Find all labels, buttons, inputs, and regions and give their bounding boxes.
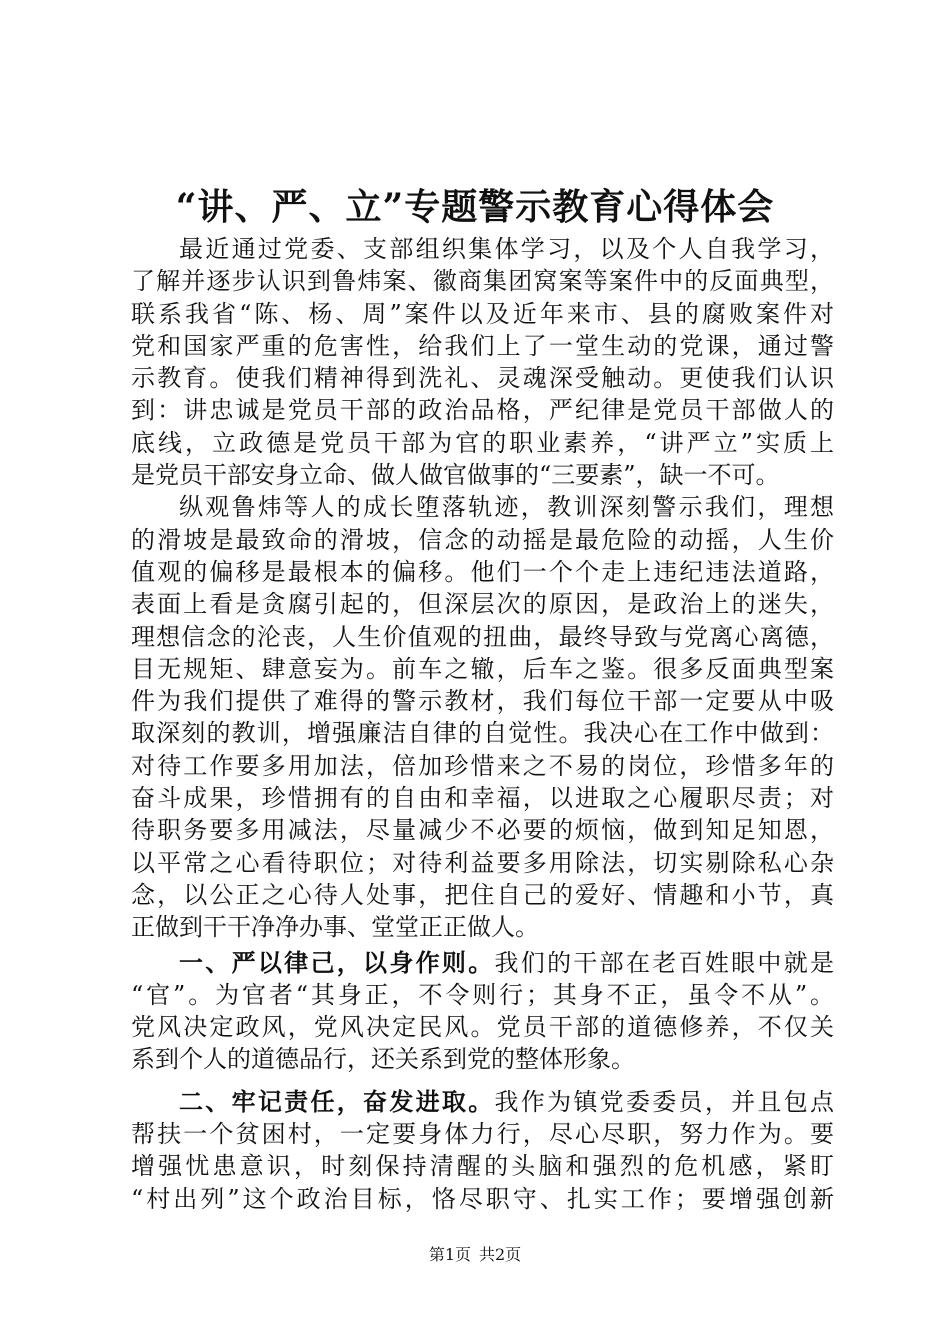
paragraph-reflection — [131, 491, 834, 943]
paragraph-intro — [131, 233, 834, 491]
text-line: “官”。为官者“其身正，不令则行；其身不正，虽令不从”。 — [131, 980, 834, 1009]
section-heading: 一、严以律己，以身作则。 — [179, 947, 495, 977]
text-line: 联系我省“陈、杨、周”案件以及近年来市、县的腐败案件对 — [131, 299, 834, 328]
text-line: 目无规矩、肆意妄为。前车之辙，后车之鉴。很多反面典型案 — [131, 654, 834, 683]
text-line: 的滑坡是最致命的滑坡，信念的动摇是最危险的动摇，人生价 — [131, 525, 834, 554]
paragraph-section-one — [131, 947, 834, 1076]
text-line: 念，以公正之心待人处事，把住自己的爱好、情趣和小节，真 — [131, 880, 834, 909]
text-line — [131, 947, 834, 979]
text-line: 底线，立政德是党员干部为官的职业素养，“讲严立”实质上 — [131, 428, 834, 457]
text-line: 取深刻的教训，增强廉洁自律的自觉性。我决心在工作中做到： — [131, 719, 834, 748]
page-total: 共2页 — [479, 1245, 522, 1264]
section-heading: 二、牢记责任，奋发进取。 — [179, 1086, 495, 1116]
text-line: 党和国家严重的危害性，给我们上了一堂生动的党课，通过警 — [131, 331, 834, 360]
text-line: 奋斗成果，珍惜拥有的自由和幸福，以进取之心履职尽责；对 — [131, 784, 834, 813]
text-line — [131, 1086, 834, 1118]
paragraph-section-two — [131, 1086, 834, 1215]
text-line: 以平常之心看待职位；对待利益要多用除法，切实剔除私心杂 — [131, 848, 834, 877]
document-title: “讲、严、立”专题警示教育心得体会 — [175, 186, 775, 228]
text-line: 示教育。使我们精神得到洗礼、灵魂深受触动。更使我们认识 — [131, 364, 834, 393]
text-line: 增强忧患意识，时刻保持清醒的头脑和强烈的危机感，紧盯 — [131, 1152, 834, 1181]
text-line: 正做到干干净净办事、堂堂正正做人。 — [131, 913, 539, 942]
section-lead-text: 我们的干部在老百姓眼中就是 — [494, 948, 834, 977]
text-line: 纵观鲁炜等人的成长堕落轨迹，教训深刻警示我们，理想 — [179, 493, 834, 522]
text-line: 到：讲忠诚是党员干部的政治品格，严纪律是党员干部做人的 — [131, 396, 834, 425]
text-line: 党风决定政风，党风决定民风。党员干部的道德修养，不仅关 — [131, 1013, 834, 1042]
text-line: 系到个人的道德品行，还关系到党的整体形象。 — [131, 1045, 635, 1074]
text-line: 最近通过党委、支部组织集体学习，以及个人自我学习， — [179, 235, 834, 263]
document-body — [131, 233, 834, 1215]
text-line: 对待工作要多用加法，倍加珍惜来之不易的岗位，珍惜多年的 — [131, 751, 834, 780]
text-line: 值观的偏移是最根本的偏移。他们一个个走上违纪违法道路， — [131, 557, 834, 586]
text-line: 帮扶一个贫困村，一定要身体力行，尽心尽职，努力作为。要 — [131, 1120, 834, 1149]
paragraph-spacer — [131, 1076, 834, 1086]
text-line: “村出列”这个政治目标，恪尽职守、扎实工作；要增强创新 — [131, 1184, 834, 1213]
page-footer — [0, 1244, 950, 1266]
text-line: 是党员干部安身立命、做人做官做事的“三要素”，缺一不可。 — [131, 461, 780, 490]
page-number: 第1页 — [428, 1245, 471, 1264]
text-line: 理想信念的沦丧，人生价值观的扭曲，最终导致与党离心离德， — [131, 622, 834, 651]
section-lead-text: 我作为镇党委委员，并且包点 — [494, 1087, 834, 1116]
text-line: 待职务要多用减法，尽量减少不必要的烦恼，做到知足知恩， — [131, 816, 834, 845]
text-line: 了解并逐步认识到鲁炜案、徽商集团窝案等案件中的反面典型， — [131, 267, 834, 296]
text-line: 表面上看是贪腐引起的，但深层次的原因，是政治上的迷失， — [131, 590, 834, 619]
text-line: 件为我们提供了难得的警示教材，我们每位干部一定要从中吸 — [131, 687, 834, 716]
